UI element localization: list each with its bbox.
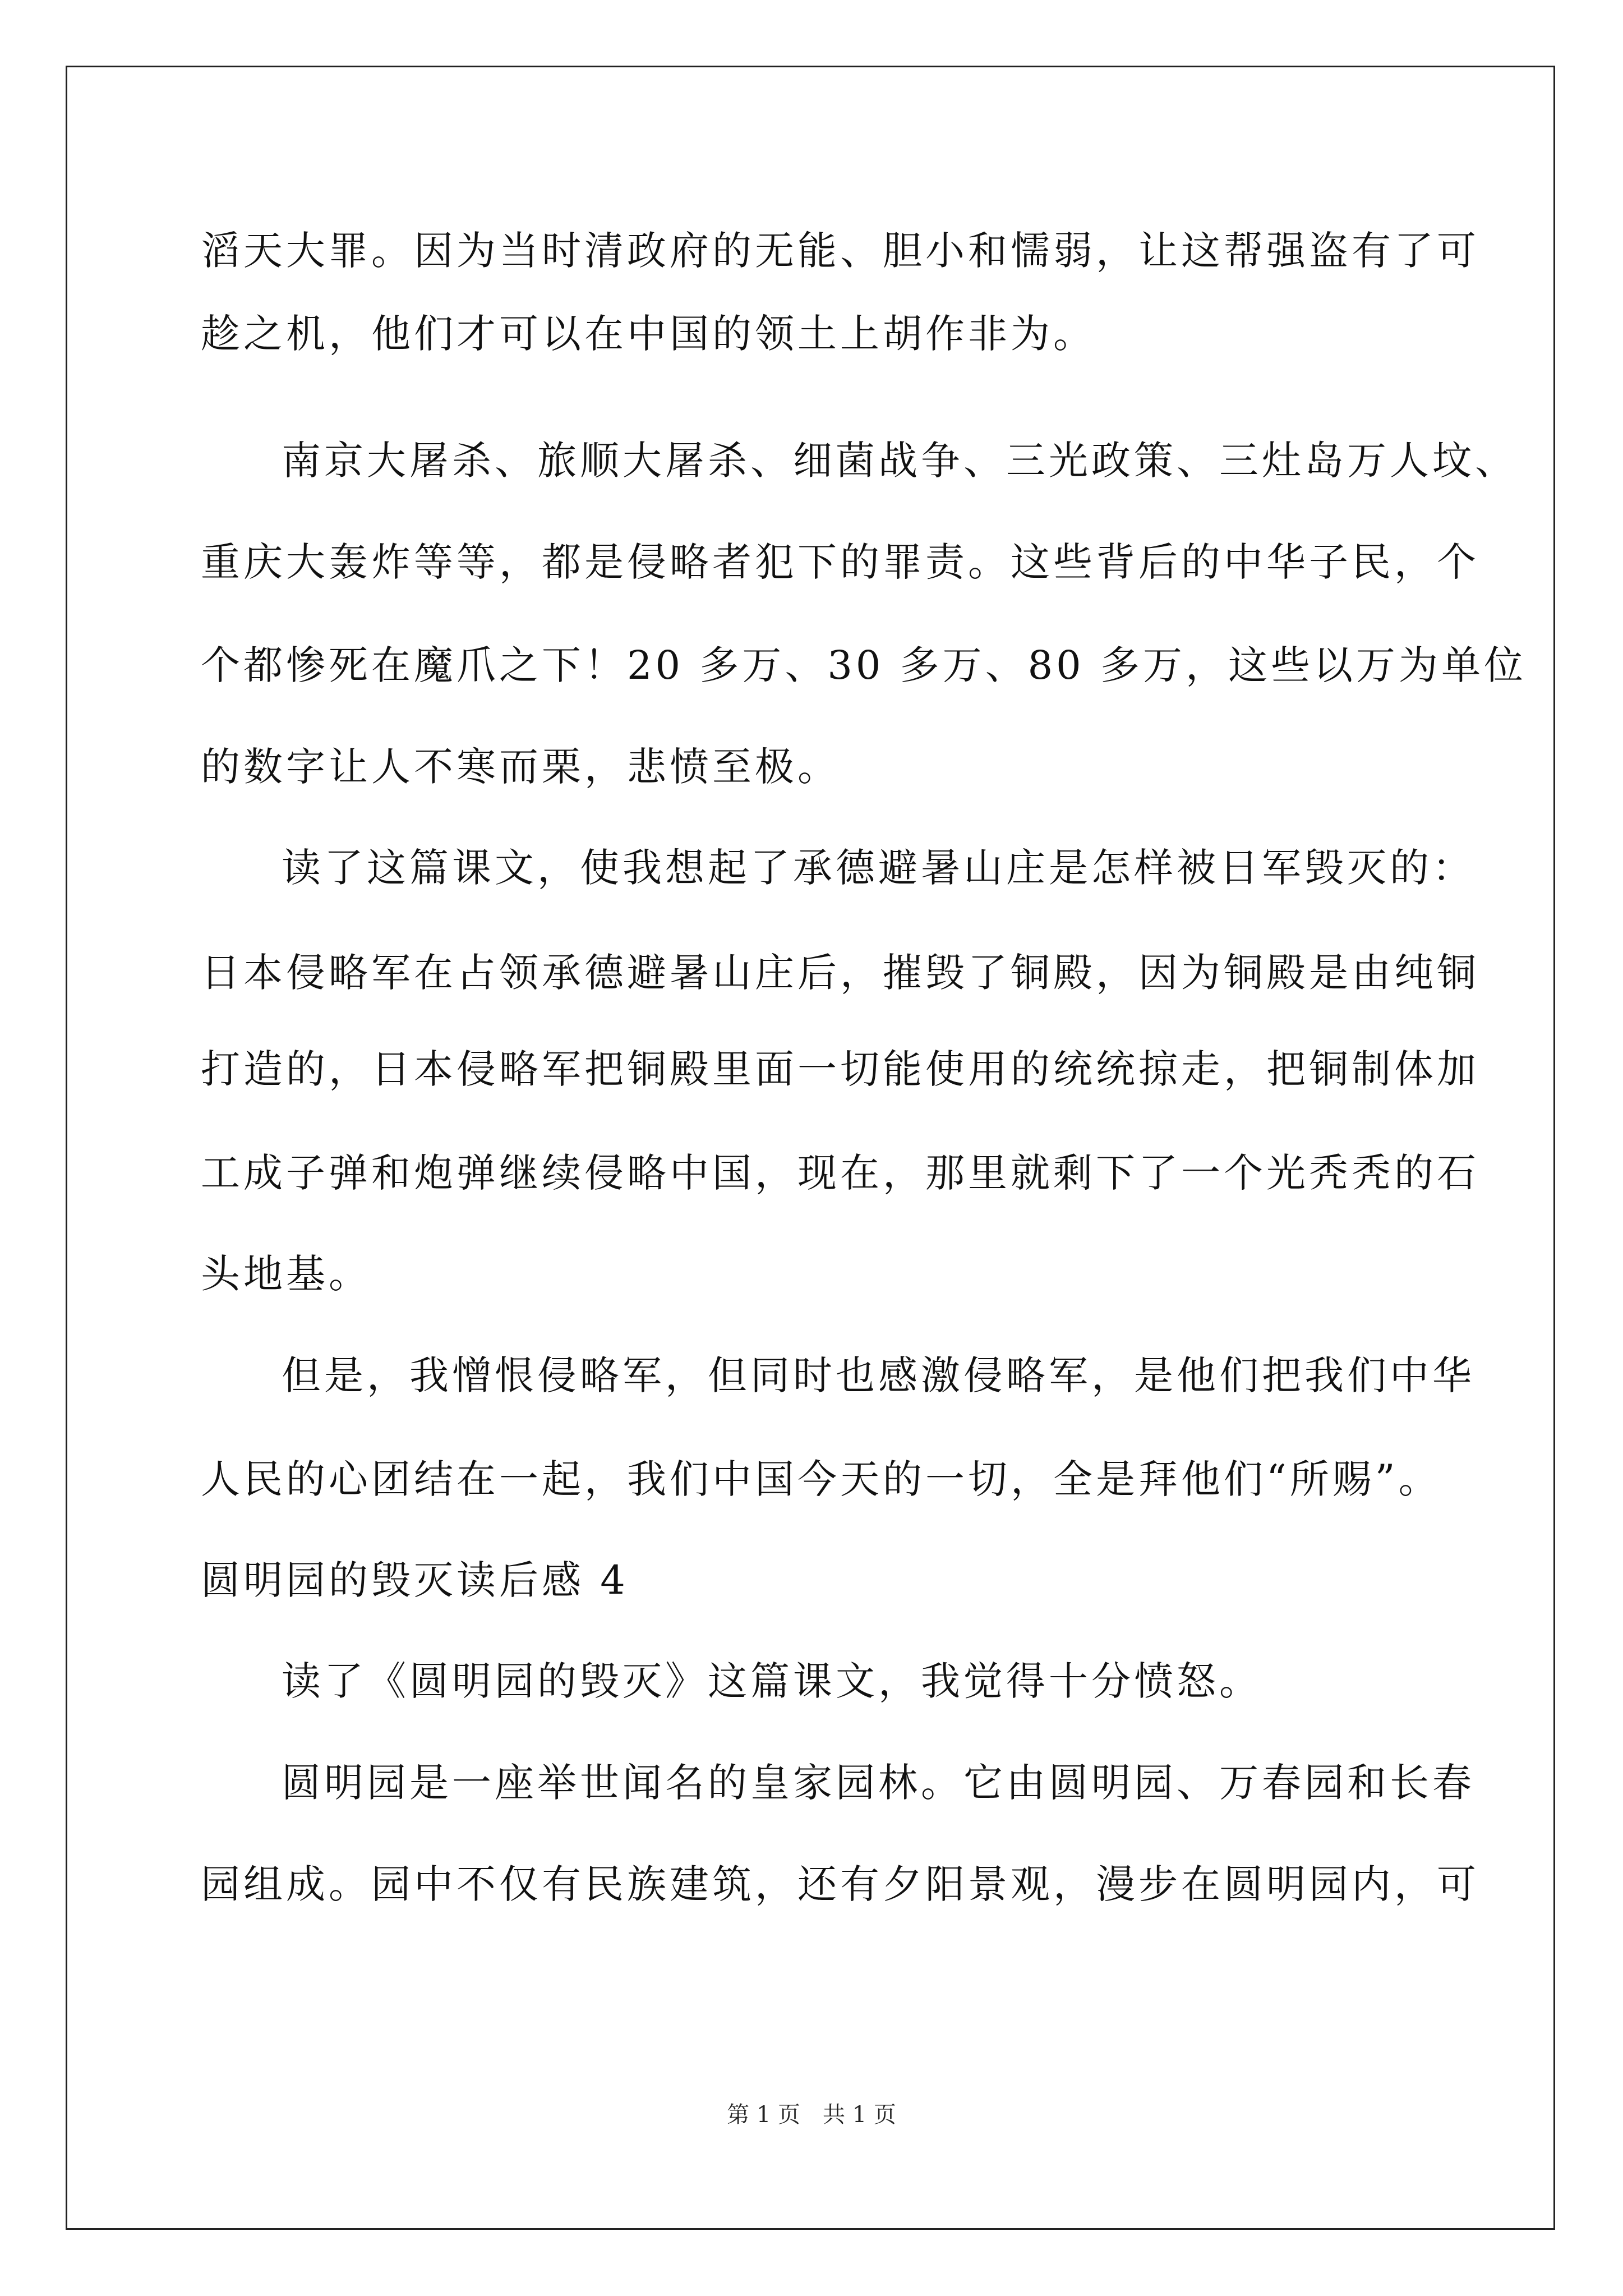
text-line: 园组成。园中不仅有民族建筑，还有夕阳景观，漫步在圆明园内，可 (201, 1861, 1479, 1907)
text-line: 的数字让人不寒而栗，悲愤至极。 (201, 744, 840, 790)
text-line: 圆明园是一座举世闻名的皇家园林。它由圆明园、万春园和长春 (282, 1760, 1475, 1806)
text-line: 日本侵略军在占领承德避暑山庄后，摧毁了铜殿，因为铜殿是由纯铜 (201, 950, 1479, 996)
text-line: 个都惨死在魔爪之下！20 多万、30 多万、80 多万，这些以万为单位 (201, 642, 1527, 688)
text-line: 头地基。 (201, 1251, 371, 1297)
text-line: 打造的，日本侵略军把铜殿里面一切能使用的统统掠走，把铜制体加 (201, 1046, 1479, 1092)
text-line: 读了这篇课文，使我想起了承德避暑山庄是怎样被日军毁灭的： (282, 845, 1475, 891)
page-footer: 第 1 页 共 1 页 (727, 2102, 896, 2128)
text-line: 读了《圆明园的毁灭》这篇课文，我觉得十分愤怒。 (282, 1658, 1262, 1704)
text-line: 重庆大轰炸等等，都是侵略者犯下的罪责。这些背后的中华子民，个 (201, 539, 1479, 585)
text-line: 滔天大罪。因为当时清政府的无能、胆小和懦弱，让这帮强盗有了可 (201, 228, 1479, 274)
section-heading: 圆明园的毁灭读后感 4 (201, 1557, 629, 1603)
text-line: 人民的心团结在一起，我们中国今天的一切，全是拜他们“所赐”。 (201, 1456, 1441, 1502)
text-line: 工成子弹和炮弹继续侵略中国，现在，那里就剩下了一个光秃秃的石 (201, 1150, 1479, 1196)
text-line: 南京大屠杀、旅顺大屠杀、细菌战争、三光政策、三灶岛万人坟、 (282, 438, 1518, 484)
text-line: 趁之机，他们才可以在中国的领土上胡作非为。 (201, 311, 1096, 357)
text-line: 但是，我憎恨侵略军，但同时也感激侵略军，是他们把我们中华 (282, 1352, 1475, 1398)
